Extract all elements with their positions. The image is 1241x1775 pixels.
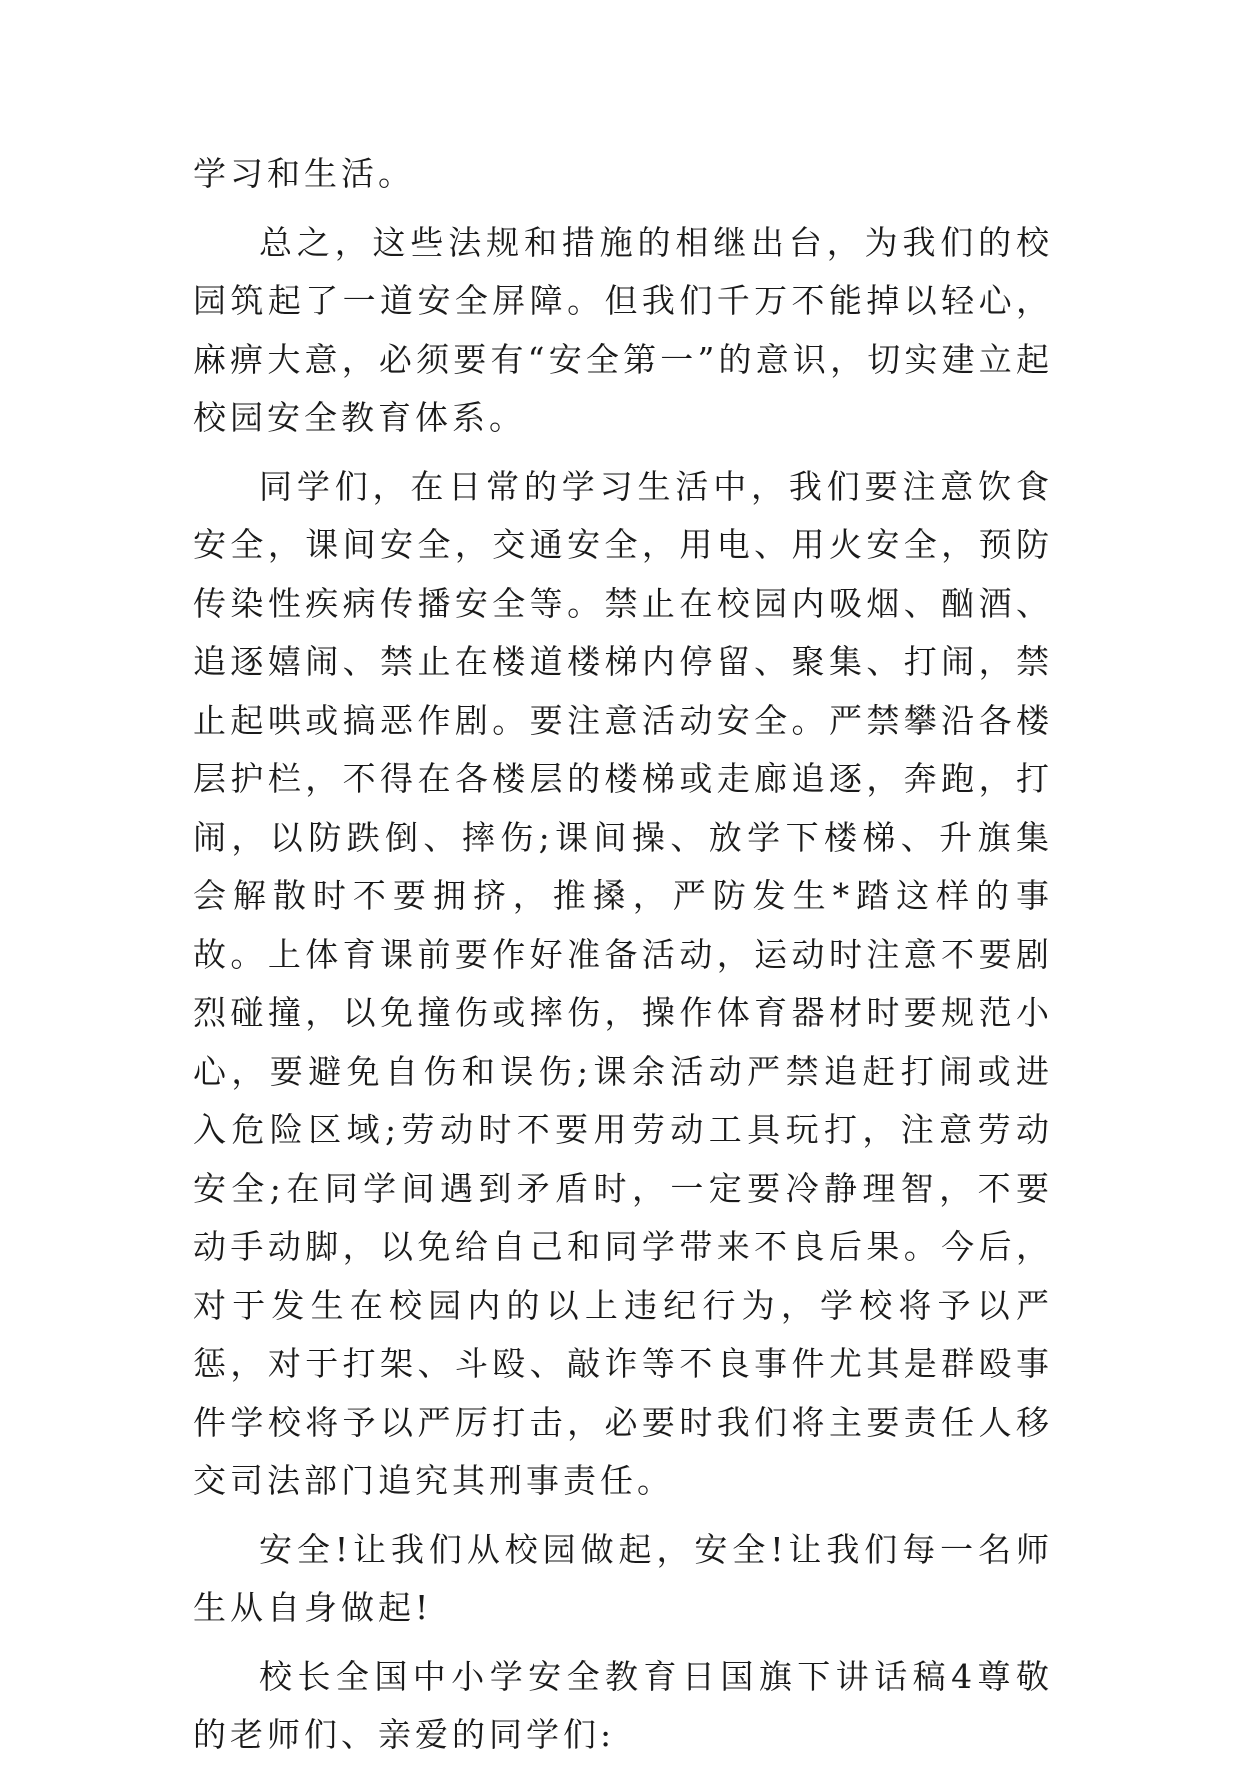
paragraph-summary: 总之，这些法规和措施的相继出台，为我们的校园筑起了一道安全屏障。但我们千万不能掉以轻心，麻痹大意，必须要有“安全第一”的意识，切实建立起校园安全教育体系。: [193, 222, 1053, 437]
paragraph-next-speech-heading: 校长全国中小学安全教育日国旗下讲话稿4尊敬的老师们、亲爱的同学们:: [193, 1656, 1053, 1754]
paragraph-closing-slogan: 安全!让我们从校园做起，安全!让我们每一名师生从自身做起!: [193, 1529, 1053, 1627]
paragraph-continuation: 学习和生活。: [193, 154, 415, 193]
paragraph-safety-rules: 同学们，在日常的学习生活中，我们要注意饮食安全，课间安全，交通安全，用电、用火安全，预防传染性疾病传播安全等。禁止在校园内吸烟、酗酒、追逐嬉闹、禁止在楼道楼梯内停留、聚集、打闹，禁止起哄或搞恶作剧。要注意活动安全。严禁攀沿各楼层护栏，不得在各楼层的楼梯或走廊追逐，奔跑，打闹，以防跌倒、摔伤;课间操、放学下楼梯、升旗集会解散时不要拥挤，推搡，严防发生*踏这样的事故。上体育课前要作好准备活动，运动时注意不要剧烈碰撞，以免撞伤或摔伤，操作体育器材时要规范小心，要避免自伤和误伤;课余活动严禁追赶打闹或进入危险区域;劳动时不要用劳动工具玩打，注意劳动安全;在同学间遇到矛盾时，一定要冷静理智，不要动手动脚，以免给自己和同学带来不良后果。今后，对于发生在校园内的以上违纪行为，学校将予以严惩，对于打架、斗殴、敲诈等不良事件尤其是群殴事件学校将予以严厉打击，必要时我们将主要责任人移交司法部门追究其刑事责任。: [193, 466, 1053, 1500]
document-body: [193, 145, 1053, 1775]
